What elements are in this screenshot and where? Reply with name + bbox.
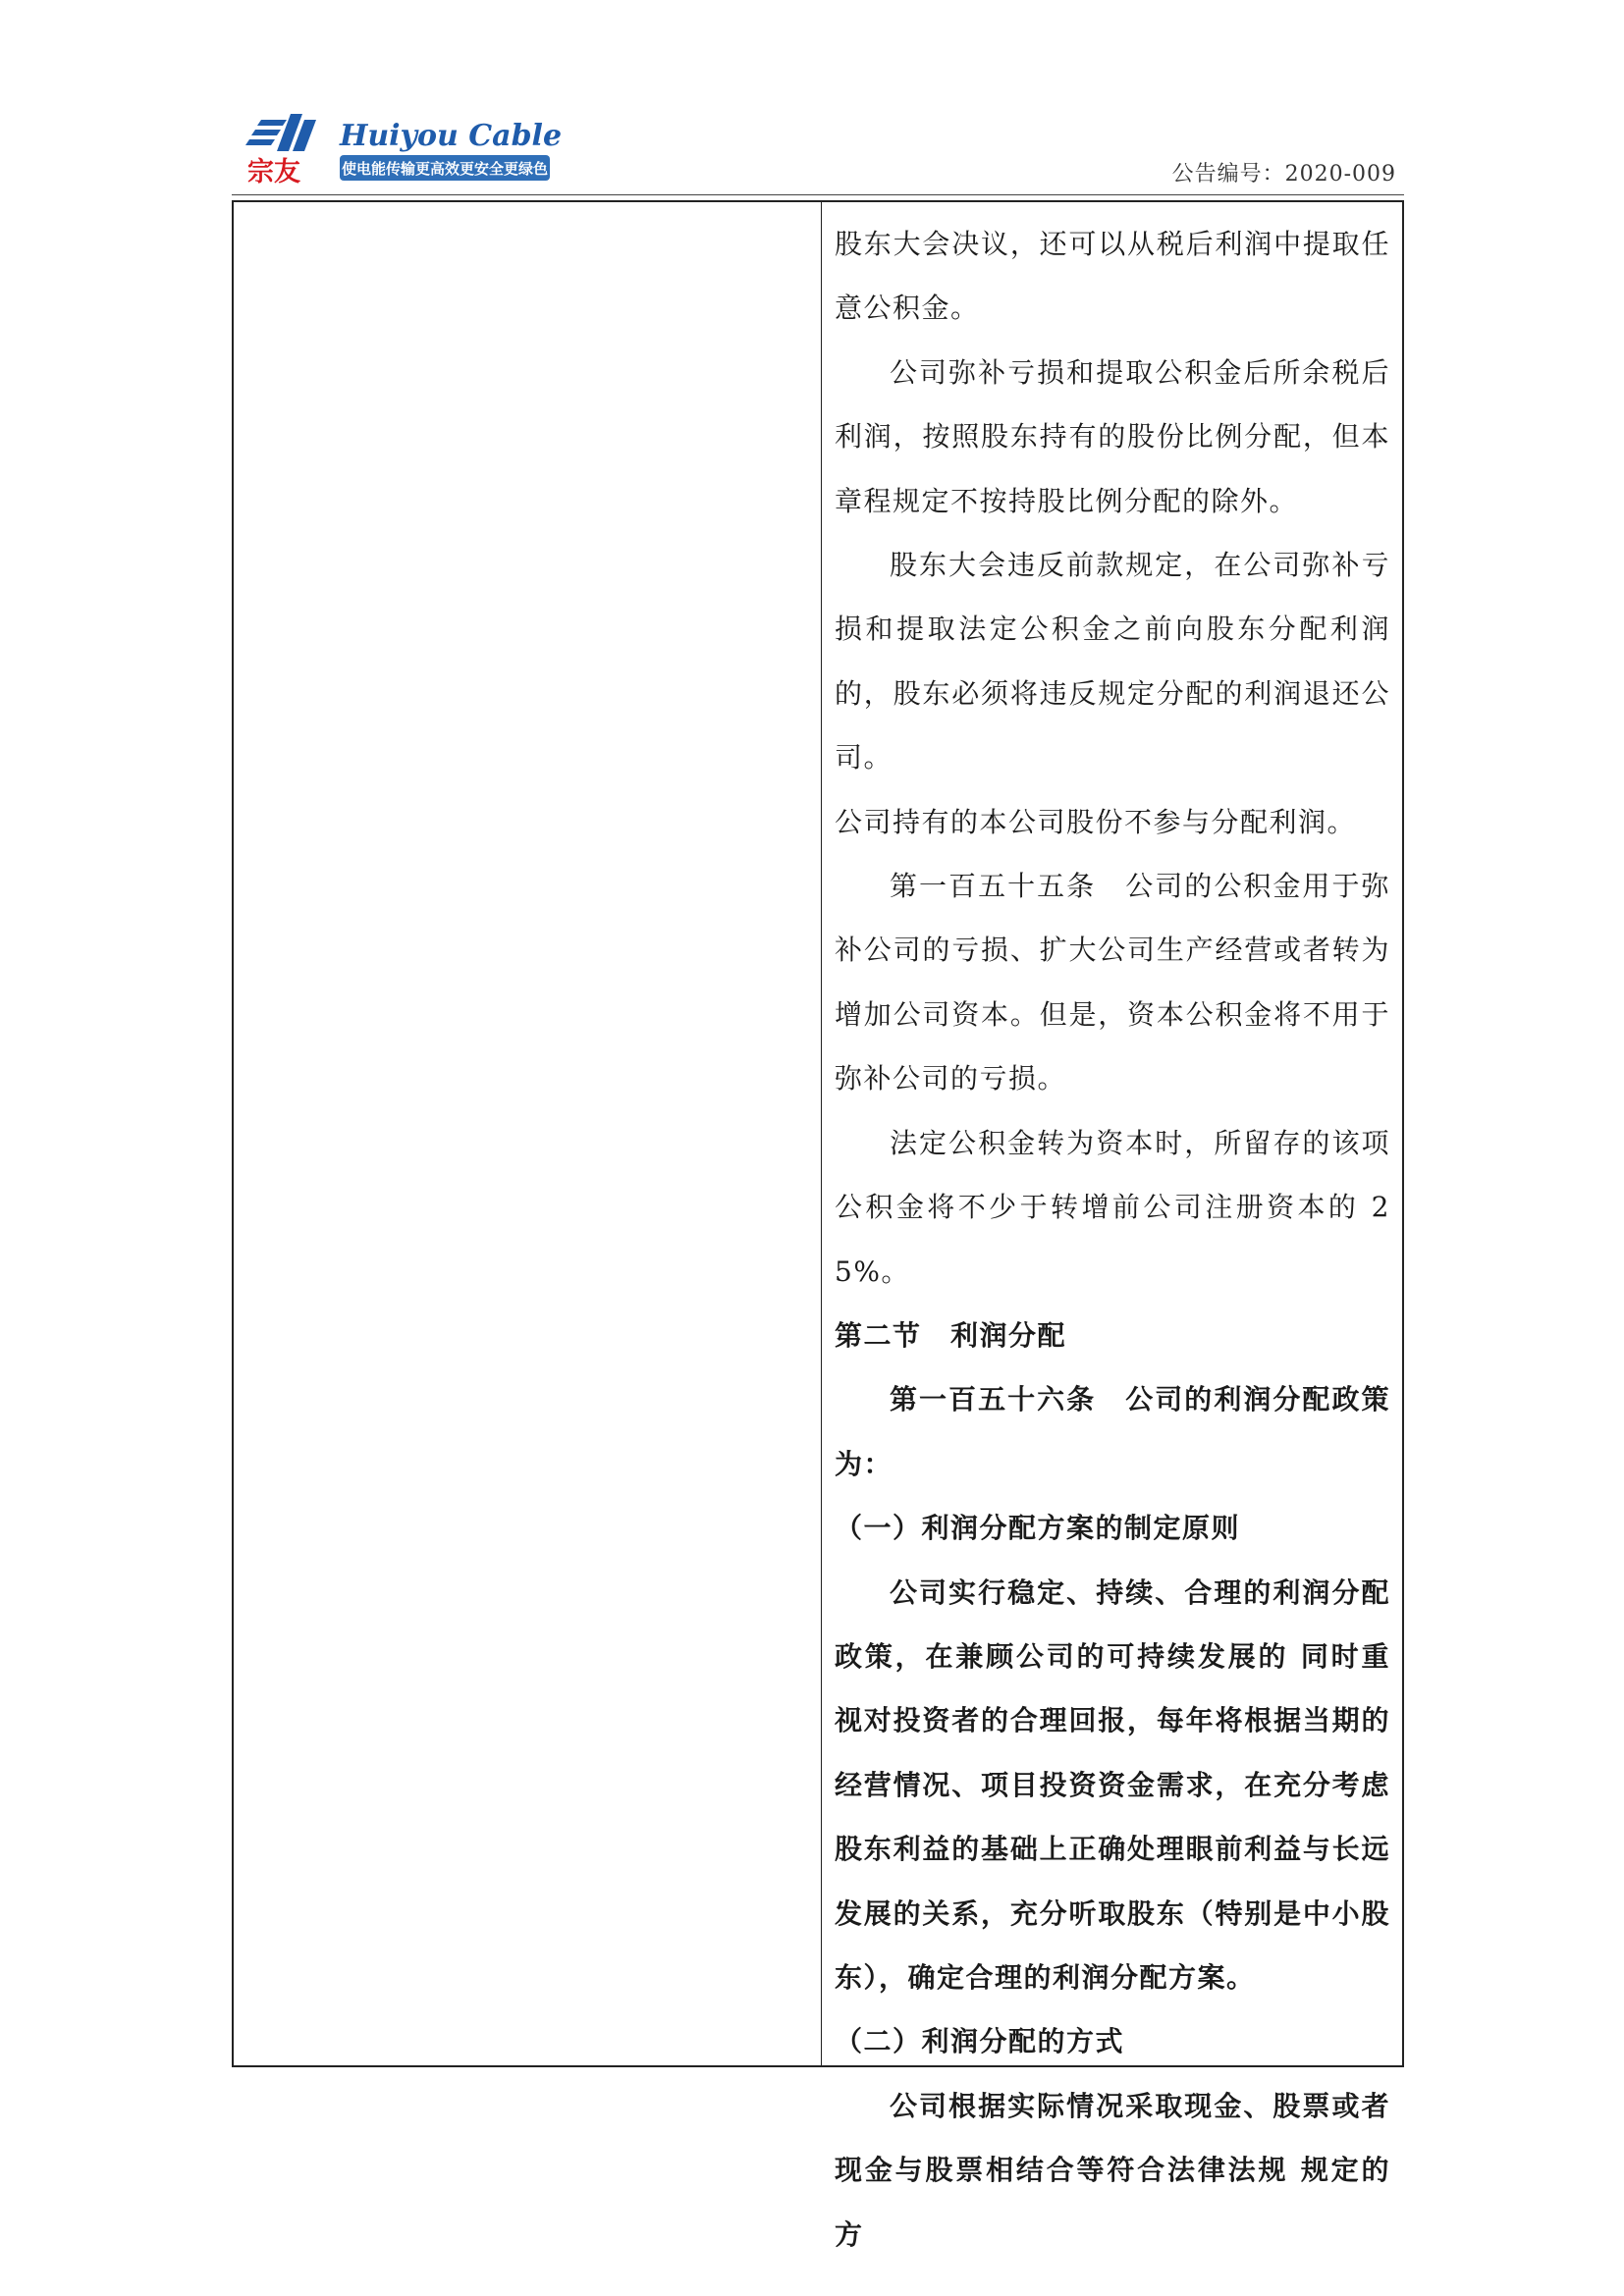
articles-comparison-table — [232, 200, 1404, 2251]
announcement-number: 公告编号：2020-009 — [1171, 162, 1396, 187]
subheading-distribution-principles: （一）利润分配方案的制定原则 — [835, 1512, 1241, 1545]
paragraph-statutory-reserve: 法定公积金转为资本时，所留存的该项公积金将不少于转增前公司注册资本的 25%。 — [835, 1126, 1390, 1288]
paragraph-own-shares: 公司持有的本公司股份不参与分配利润。 — [835, 805, 1357, 838]
section-title-profit-distribution: 第二节 利润分配 — [835, 1318, 1067, 1352]
company-logo-graphic — [244, 112, 563, 187]
paragraph-violation-refund: 股东大会违反前款规定，在公司弥补亏损和提取法定公积金之前向股东分配利润的，股东必须将违反规定分配的利润退还公司。 — [835, 549, 1390, 774]
logo-brand-en: Huiyou Cable — [340, 119, 563, 153]
logo-brand-cn: 宗友 — [247, 157, 300, 187]
paragraph-profit-distribution-ratio: 公司弥补亏损和提取公积金后所余税后利润，按照股东持有的股份比例分配，但本章程规定不按持股比例分配的除外。 — [835, 355, 1390, 517]
paragraph-article-155: 第一百五十五条 公司的公积金用于弥补公司的亏损、扩大公司生产经营或者转为增加公司资本。但是，资本公积金将不用于弥补公司的亏损。 — [835, 870, 1390, 1095]
logo-mark-icon — [245, 114, 316, 151]
paragraph-distribution-policy: 公司实行稳定、持续、合理的利润分配政策，在兼顾公司的可持续发展的 同时重视对投资者的合理回报，每年将根据当期的经营情况、项目投资资金需求，在充分考虑股东利益的基础上正确处理眼前利益与长远发展的关系，充分听取股东（特别是中小股东），确定合理的利润分配方案。 — [835, 1575, 1390, 1994]
subheading-distribution-method: （二）利润分配的方式 — [835, 2025, 1125, 2058]
paragraph-reserve-fund-resolution: 股东大会决议，还可以从税后利润中提取任意公积金。 — [835, 228, 1390, 325]
logo-slogan: 使电能传输更高效更安全更绿色 — [341, 160, 549, 178]
column-divider — [821, 202, 822, 2065]
header-divider — [232, 194, 1404, 195]
paragraph-article-156: 第一百五十六条 公司的利润分配政策为： — [835, 1383, 1390, 1480]
right-column-revised-text — [823, 202, 1402, 2251]
paragraph-distribution-forms: 公司根据实际情况采取现金、股票或者现金与股票相结合等符合法律法规 规定的方 — [835, 2089, 1390, 2251]
company-logo — [244, 112, 563, 187]
